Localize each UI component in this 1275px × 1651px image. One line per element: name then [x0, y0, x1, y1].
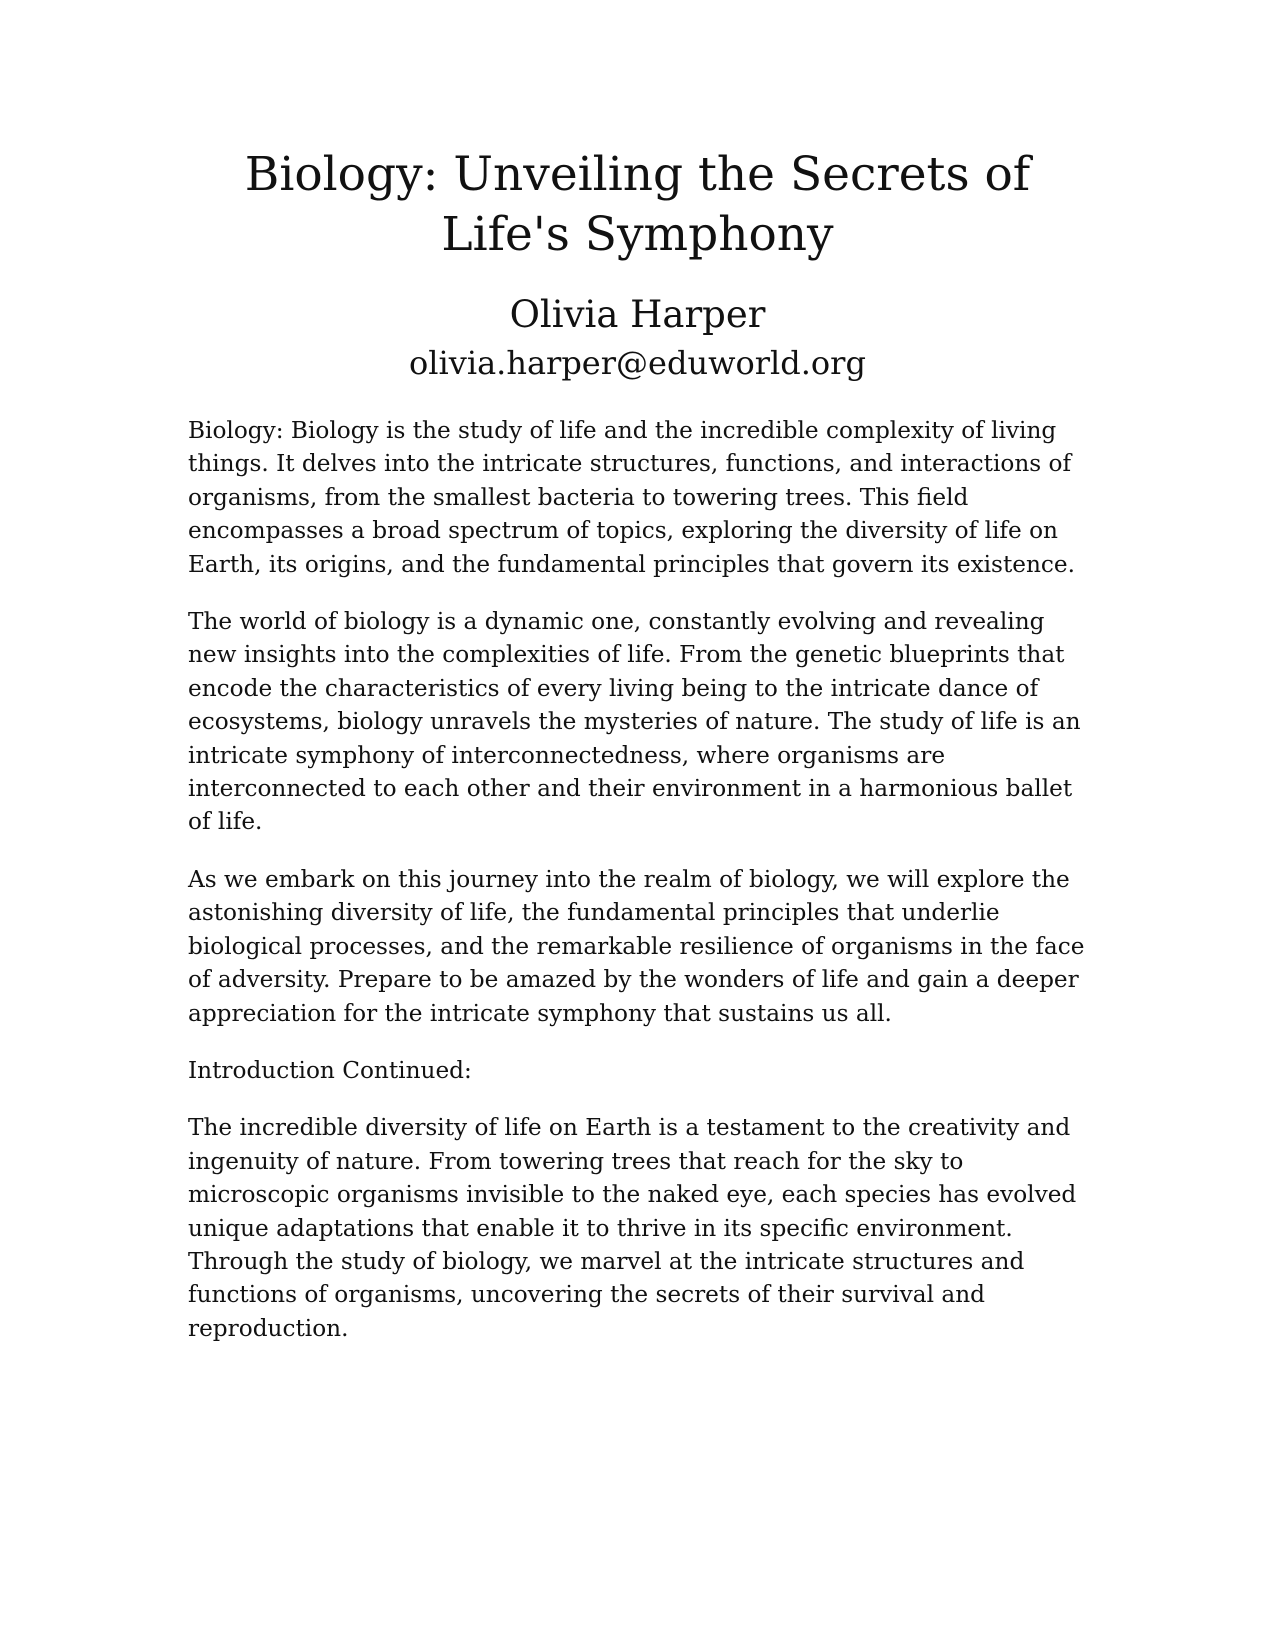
author-name: Olivia Harper: [509, 293, 766, 336]
document-body: [188, 414, 1098, 1369]
section-heading-introduction-continued: Introduction Continued:: [188, 1056, 472, 1084]
author-email: olivia.harper@eduworld.org: [409, 344, 866, 382]
paragraph-journey: As we embark on this journey into the realm of biology, we will explore the astonishing diversity of life, the fundamental principles that underlie biological processes, and the remarkable resilience of organisms in the face of adversity. Prepare to be amazed by the wonders of life and gain a deeper appreciation for the intricate symphony that sustains us all.: [188, 865, 1085, 1027]
paragraph-diversity: The incredible diversity of life on Earth is a testament to the creativity and ingenuity of nature. From towering trees that reach for the sky to microscopic organisms invisible to the naked eye, each species has evolved unique adaptations that enable it to thrive in its specific environment. Through the study of biology, we marvel at the intricate structures and functions of organisms, uncovering the secrets of their survival and reproduction.: [188, 1114, 1077, 1342]
document-title: Biology: Unveiling the Secrets of Life's Symphony: [244, 147, 1031, 262]
paragraph-dynamic-world: The world of biology is a dynamic one, constantly evolving and revealing new insights into the complexities of life. From the genetic blueprints that encode the characteristics of every living being to the intricate dance of ecosystems, biology unravels the mysteries of nature. The study of life is an intricate symphony of interconnectedness, where organisms are interconnected to each other and their environment in a harmonious ballet of life.: [188, 608, 1081, 836]
paragraph-intro: Biology: Biology is the study of life and the incredible complexity of living things. It delves into the intricate structures, functions, and interactions of organisms, from the smallest bacteria to towering trees. This field encompasses a broad spectrum of topics, exploring the diversity of life on Earth, its origins, and the fundamental principles that govern its existence.: [188, 417, 1076, 578]
